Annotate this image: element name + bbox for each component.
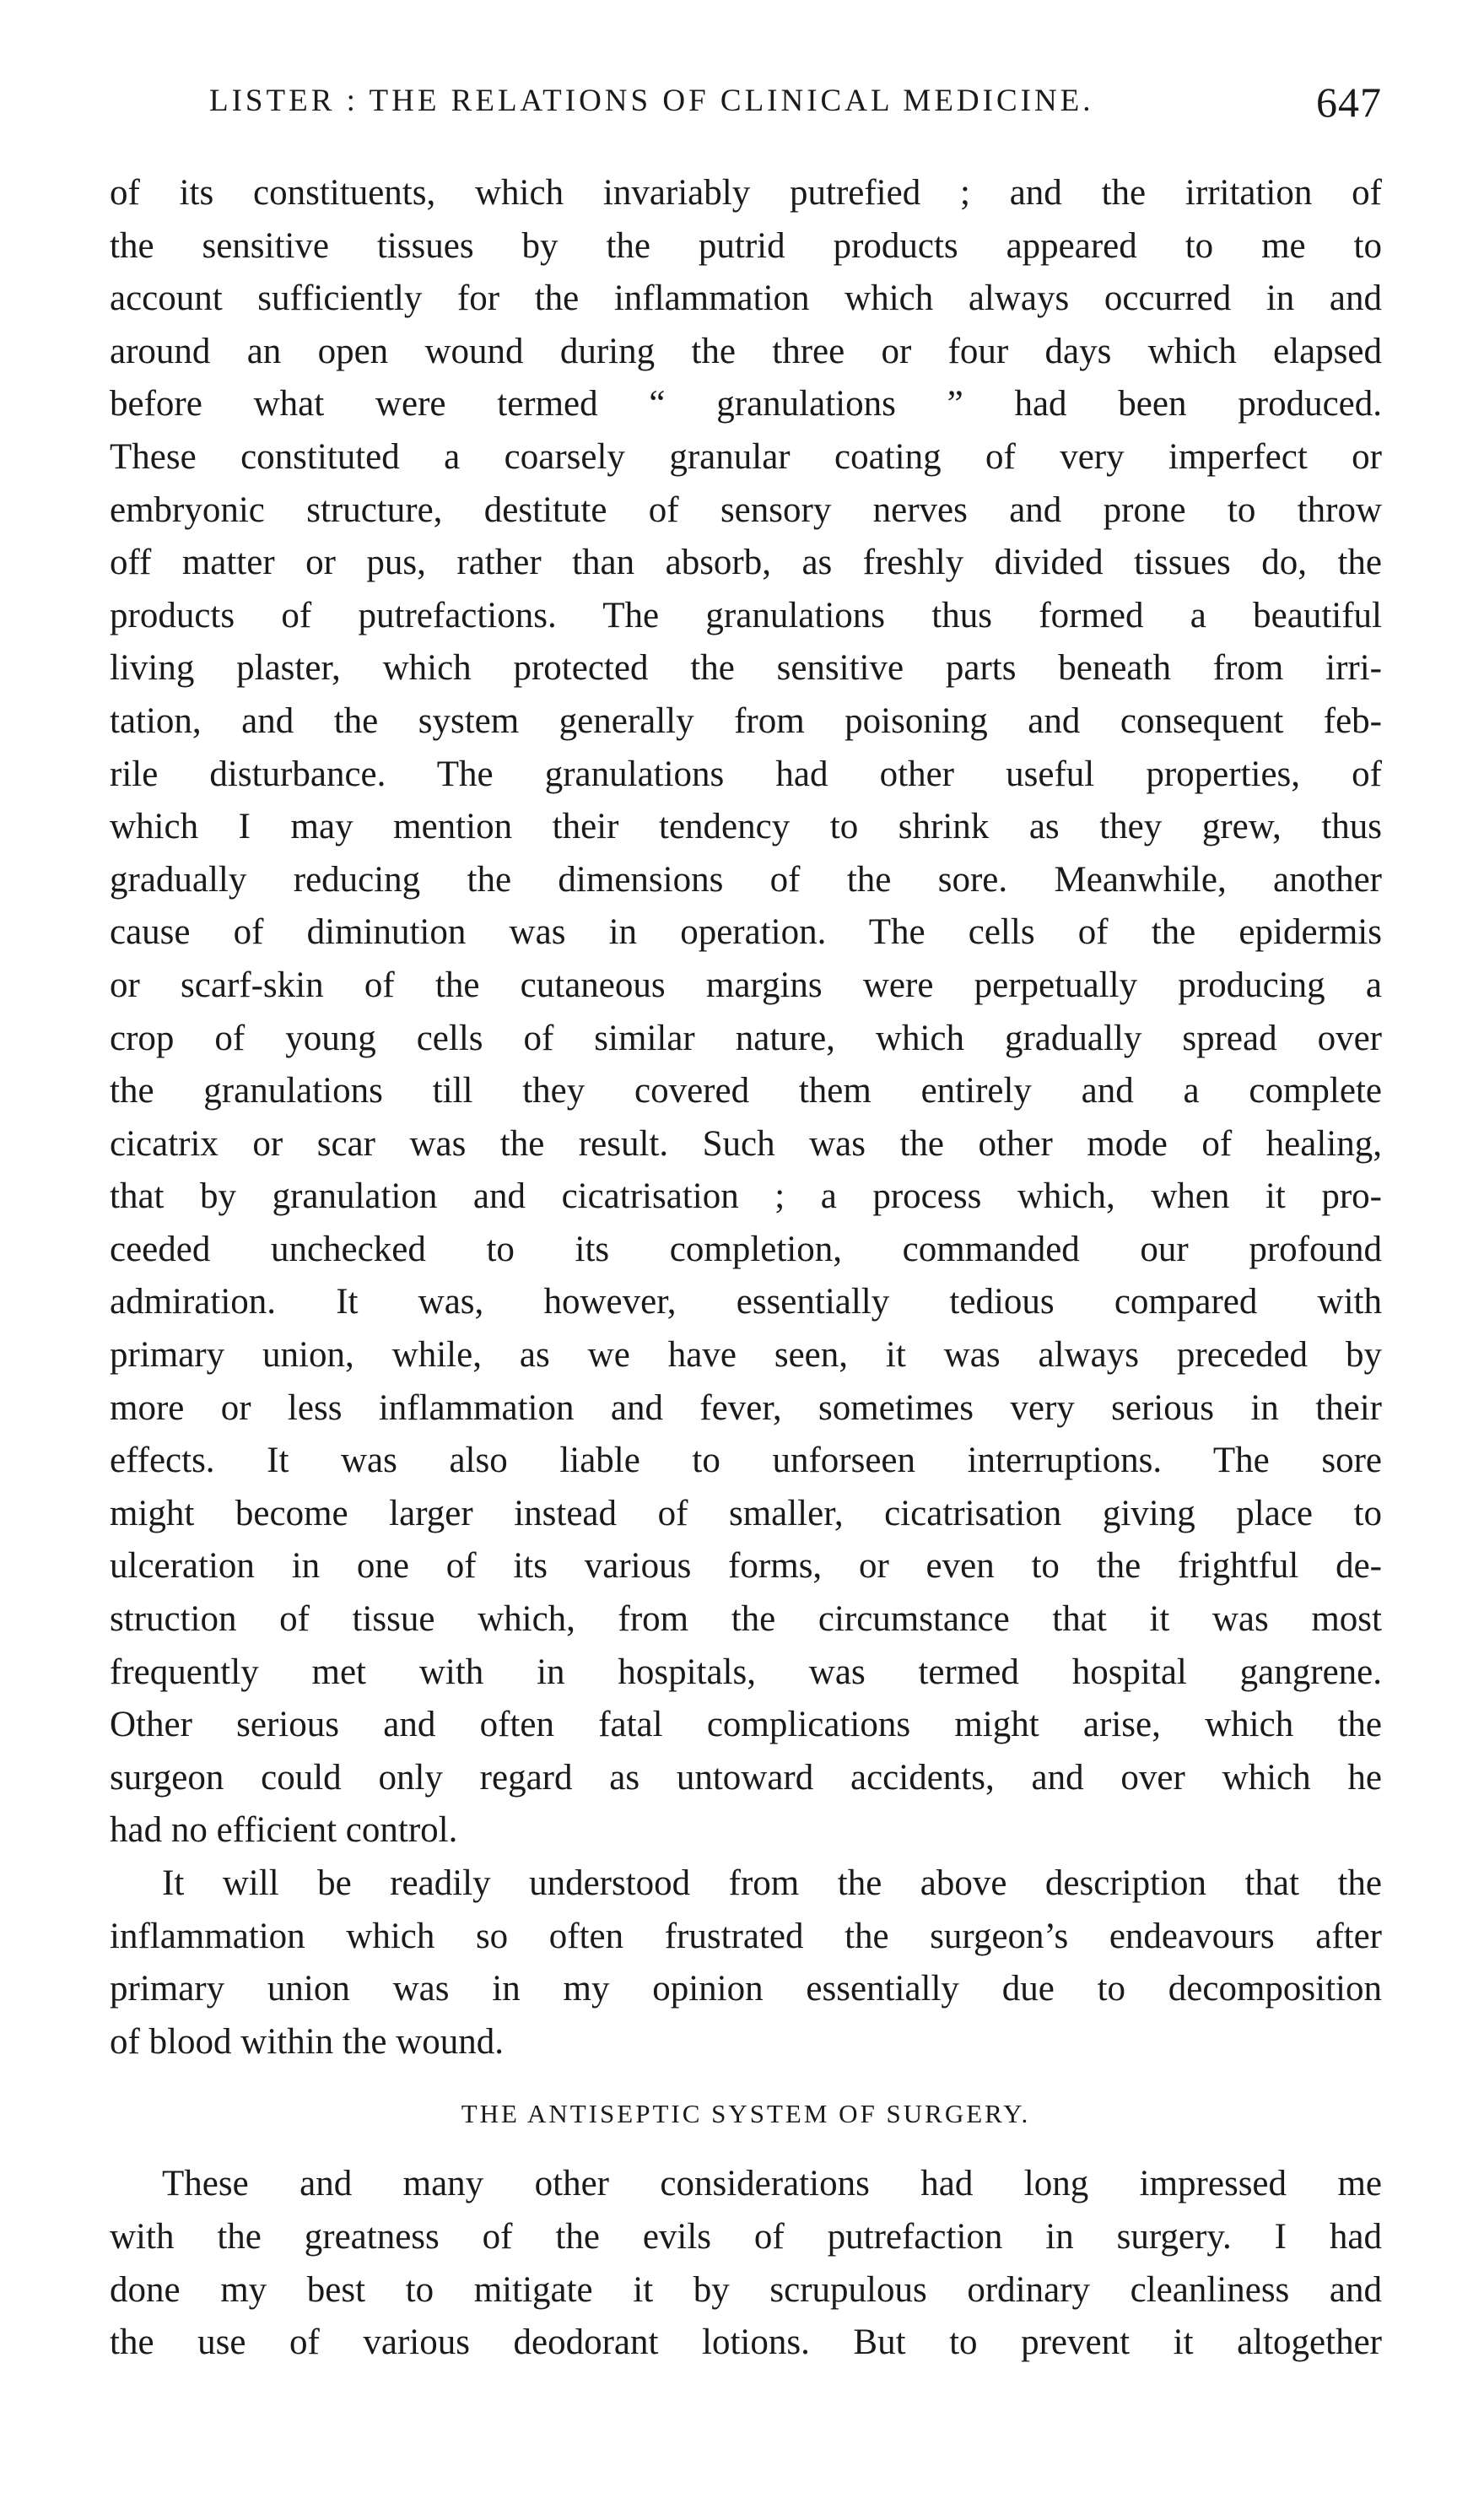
text-line: surgeon could only regard as untoward accidents, and over which he xyxy=(110,1757,1382,1798)
text-line: crop of young cells of similar nature, which gradually spread over xyxy=(110,1018,1382,1058)
text-line: cicatrix or scar was the result. Such was the other mode of healing, xyxy=(110,1123,1382,1164)
text-line: of its constituents, which invariably putrefied ; and the irritation of xyxy=(110,173,1382,213)
section-heading: THE ANTISEPTIC SYSTEM OF SURGERY. xyxy=(461,2099,1031,2129)
text-line: cause of diminution was in operation. The cells of the epidermis xyxy=(110,912,1382,953)
running-title: LISTER : THE RELATIONS OF CLINICAL MEDICINE. xyxy=(209,84,1094,118)
text-line: effects. It was also liable to unforseen interruptions. The sore xyxy=(110,1441,1382,1481)
text-line: that by granulation and cicatrisation ; a process which, when it pro- xyxy=(110,1176,1382,1217)
text-line: It will be readily understood from the above description that the xyxy=(162,1863,1382,1903)
text-line: before what were termed “ granulations ” had been produced. xyxy=(110,384,1382,424)
text-line: frequently met with in hospitals, was termed hospital gangrene. xyxy=(110,1652,1382,1692)
text-line: rile disturbance. The granulations had other useful properties, of xyxy=(110,754,1382,794)
body-text xyxy=(110,167,1382,2370)
text-line: the granulations till they covered them entirely and a complete xyxy=(110,1071,1382,1111)
paragraph-1 xyxy=(110,167,1382,1857)
text-line: Other serious and often fatal complications might arise, which the xyxy=(110,1705,1382,1745)
text-line: inflammation which so often frustrated the surgeon’s endeavours after xyxy=(110,1916,1382,1956)
text-line: around an open wound during the three or four days which elapsed xyxy=(110,331,1382,371)
text-line: struction of tissue which, from the circumstance that it was most xyxy=(110,1599,1382,1640)
text-line: might become larger instead of smaller, cicatrisation giving place to xyxy=(110,1493,1382,1533)
text-line: ulceration in one of its various forms, or even to the frightful de- xyxy=(110,1546,1382,1587)
text-line: ceeded unchecked to its completion, commanded our profound xyxy=(110,1229,1382,1269)
text-line: done my best to mitigate it by scrupulous ordinary cleanliness and xyxy=(110,2269,1382,2310)
text-line: These constituted a coarsely granular coating of very imperfect or xyxy=(110,436,1382,477)
text-line: admiration. It was, however, essentially tedious compared with xyxy=(110,1282,1382,1322)
text-line: primary union was in my opinion essentially due to decomposition xyxy=(110,1969,1382,2009)
text-line: or scarf-skin of the cutaneous margins were perpetually producing a xyxy=(110,965,1382,1005)
text-line: with the greatness of the evils of putrefaction in surgery. I had xyxy=(110,2216,1382,2257)
running-head xyxy=(209,78,1382,137)
text-line: gradually reducing the dimensions of the sore. Meanwhile, another xyxy=(110,859,1382,900)
text-line: which I may mention their tendency to shrink as they grew, thus xyxy=(110,807,1382,847)
text-line: tation, and the system generally from poisoning and consequent feb- xyxy=(110,700,1382,741)
text-line: account sufficiently for the inflammation which always occurred in and xyxy=(110,278,1382,319)
text-line: off matter or pus, rather than absorb, as freshly divided tissues do, the xyxy=(110,543,1382,583)
text-line: of blood within the wound. xyxy=(110,2021,504,2062)
text-line: the sensitive tissues by the putrid products appeared to me to xyxy=(110,225,1382,266)
text-line: the use of various deodorant lotions. But to prevent it altogether xyxy=(110,2322,1382,2363)
paragraph-3 xyxy=(110,2158,1382,2369)
text-line: primary union, while, as we have seen, it was always preceded by xyxy=(110,1335,1382,1376)
page-number: 647 xyxy=(1316,78,1382,126)
text-line: had no efficient control. xyxy=(110,1810,458,1851)
text-line: more or less inflammation and fever, sometimes very serious in their xyxy=(110,1387,1382,1428)
text-line: These and many other considerations had long impressed me xyxy=(162,2164,1382,2204)
text-line: products of putrefactions. The granulations thus formed a beautiful xyxy=(110,595,1382,635)
text-line: embryonic structure, destitute of sensory nerves and prone to throw xyxy=(110,489,1382,530)
paragraph-2 xyxy=(110,1857,1382,2068)
text-line: living plaster, which protected the sensitive parts beneath from irri- xyxy=(110,648,1382,689)
